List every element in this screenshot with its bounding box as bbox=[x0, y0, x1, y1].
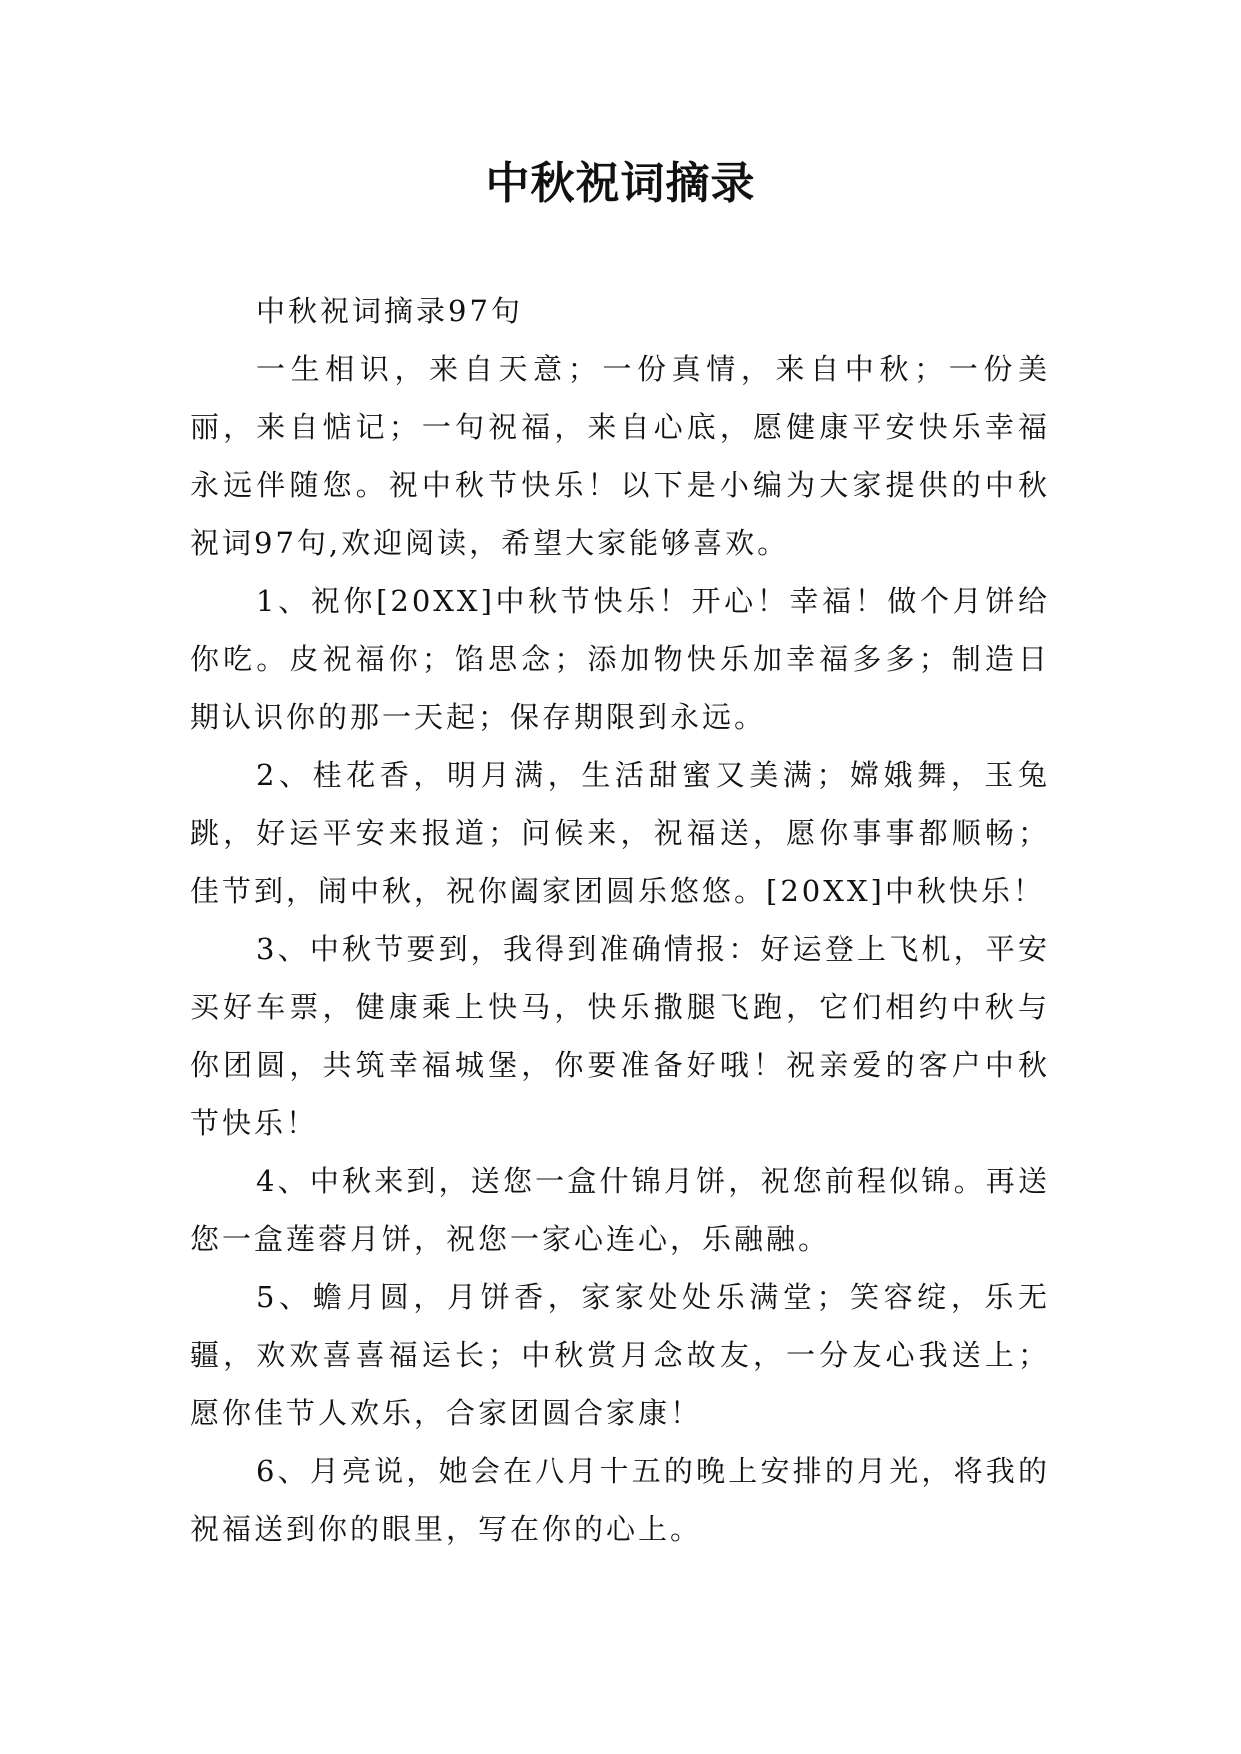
document-title: 中秋祝词摘录 bbox=[485, 158, 756, 209]
paragraph-item-5: 5、蟾月圆，月饼香，家家处处乐满堂；笑容绽，乐无疆，欢欢喜喜福运长；中秋赏月念故友，一分友心我送上；愿你佳节人欢乐，合家团圆合家康！ bbox=[190, 1280, 1050, 1430]
paragraph-item-6: 6、月亮说，她会在八月十五的晚上安排的月光，将我的祝福送到你的眼里，写在你的心上。 bbox=[190, 1454, 1050, 1546]
document-body bbox=[190, 282, 1050, 1558]
paragraph-item-1: 1、祝你[20XX]中秋节快乐！开心！幸福！做个月饼给你吃。皮祝福你；馅思念；添加物快乐加幸福多多；制造日期认识你的那一天起；保存期限到永远。 bbox=[190, 584, 1050, 734]
paragraph-item-4: 4、中秋来到，送您一盒什锦月饼，祝您前程似锦。再送您一盒莲蓉月饼，祝您一家心连心，乐融融。 bbox=[190, 1164, 1050, 1256]
paragraph-item-3: 3、中秋节要到，我得到准确情报：好运登上飞机，平安买好车票，健康乘上快马，快乐撒腿飞跑，它们相约中秋与你团圆，共筑幸福城堡，你要准备好哦！祝亲爱的客户中秋节快乐！ bbox=[190, 932, 1050, 1140]
paragraph-intro: 一生相识，来自天意；一份真情，来自中秋；一份美丽，来自惦记；一句祝福，来自心底，愿健康平安快乐幸福永远伴随您。祝中秋节快乐！以下是小编为大家提供的中秋祝词97句,欢迎阅读，希望大家能够喜欢。 bbox=[190, 352, 1050, 560]
paragraph-item-2: 2、桂花香，明月满，生活甜蜜又美满；嫦娥舞，玉兔跳，好运平安来报道；问候来，祝福送，愿你事事都顺畅；佳节到，闹中秋，祝你阖家团圆乐悠悠。[20XX]中秋快乐！ bbox=[190, 758, 1050, 908]
paragraph-subtitle: 中秋祝词摘录97句 bbox=[256, 294, 523, 328]
